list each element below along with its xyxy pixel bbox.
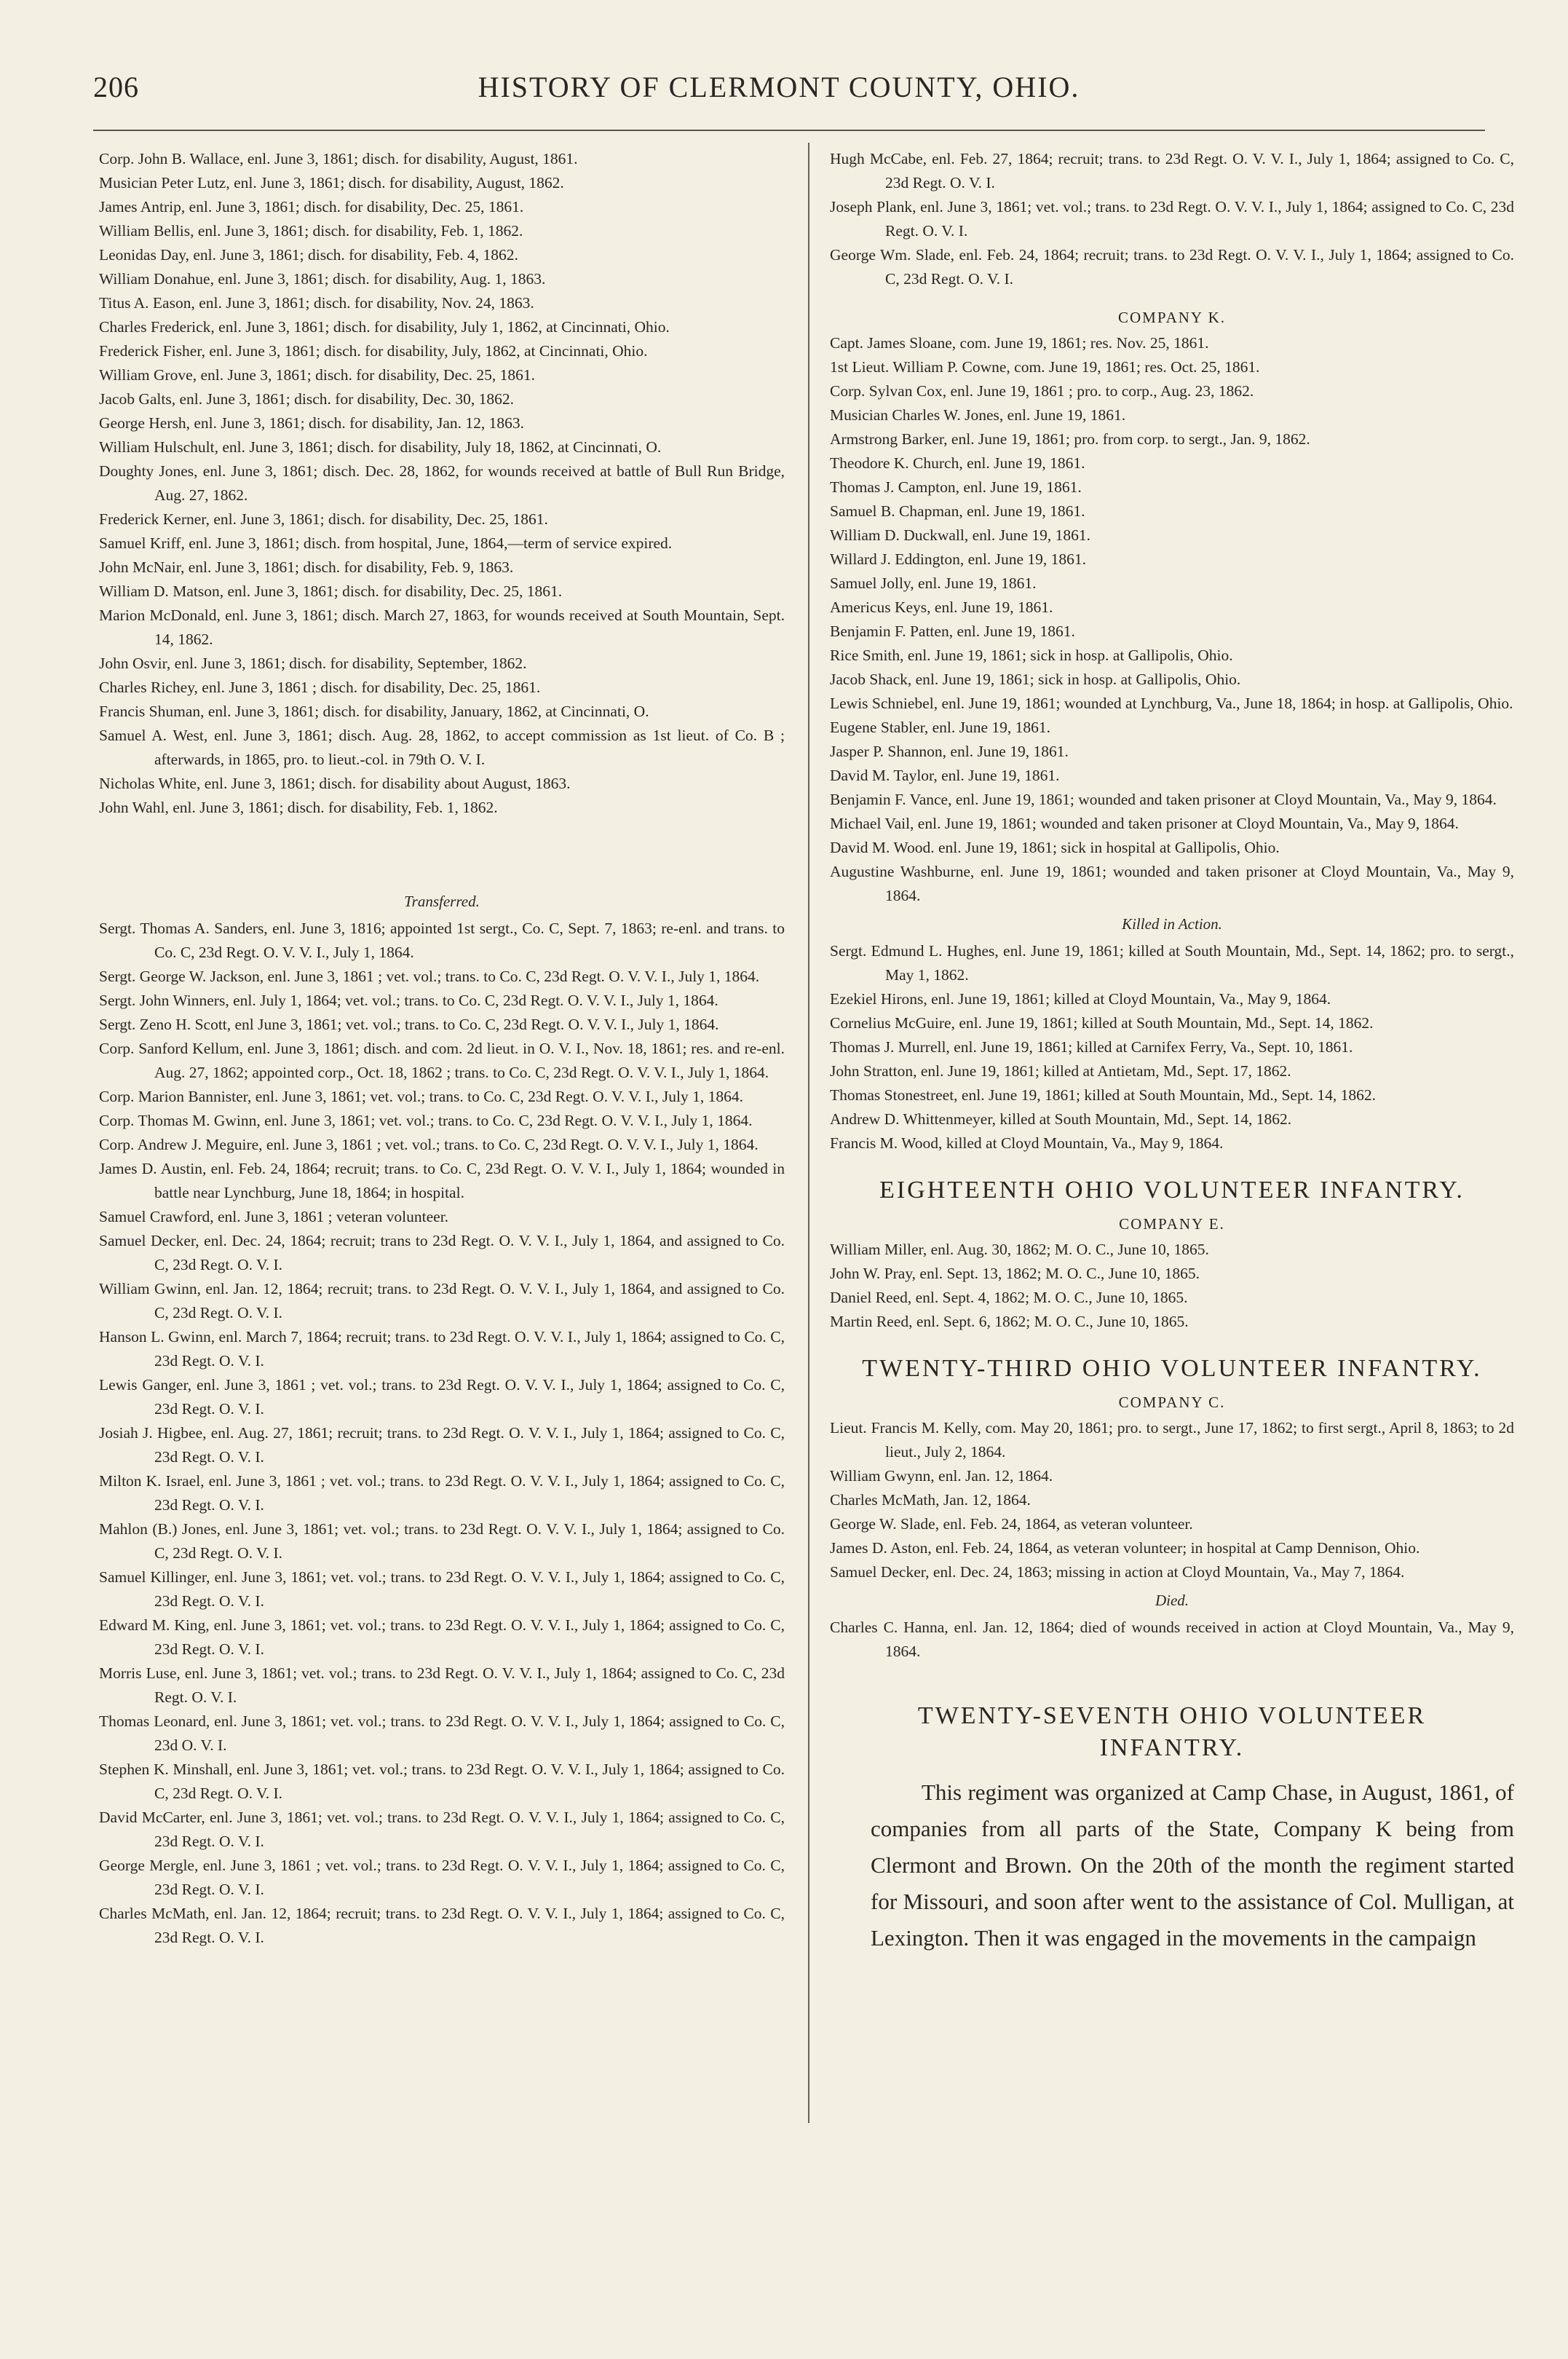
roster-entry: Hugh McCabe, enl. Feb. 27, 1864; recruit; trans. to 23d Regt. O. V. V. I., July 1, 1864; assigned to Co. C, 23d Regt. O. V. I. (830, 150, 1514, 191)
roster-entry: James D. Aston, enl. Feb. 24, 1864, as veteran volunteer; in hospital at Camp Dennison, Ohio. (830, 1539, 1420, 1557)
roster-entry: Samuel Decker, enl. Dec. 24, 1864; recruit; trans to 23d Regt. O. V. V. I., July 1, 1864, and assigned to Co. C, 23d Regt. O. V. I. (99, 1232, 785, 1273)
roster-entry: George Hersh, enl. June 3, 1861; disch. for disability, Jan. 12, 1863. (99, 414, 524, 432)
died-heading: Died. (1155, 1592, 1189, 1609)
roster-entry: Corp. Marion Bannister, enl. June 3, 1861; vet. vol.; trans. to Co. C, 23d Regt. O. V. V. I., July 1, 1864. (99, 1088, 744, 1105)
transferred-heading: Transferred. (404, 893, 480, 910)
roster-entry: Theodore K. Church, enl. June 19, 1861. (830, 454, 1085, 472)
roster-entry: Samuel Killinger, enl. June 3, 1861; vet. vol.; trans. to 23d Regt. O. V. V. I., July 1, 1864; assigned to Co. C, 23d Regt. O. V. I. (99, 1568, 785, 1610)
roster-entry: Corp. Sanford Kellum, enl. June 3, 1861; disch. and com. 2d lieut. in O. V. I., Nov. 18, 1861; res. and re-enl. Aug. 27, 1862; appointed corp., Oct. 18, 1862 ; trans. to Co. C, 23d Regt. O. V. V. I., July 1, 1864. (99, 1040, 785, 1081)
roster-entry: Stephen K. Minshall, enl. June 3, 1861; vet. vol.; trans. to 23d Regt. O. V. V. I., July 1, 1864; assigned to Co. C, 23d Regt. O. V. I. (99, 1761, 785, 1802)
twenty-third-list (830, 1416, 1514, 1584)
roster-entry: Milton K. Israel, enl. June 3, 1861 ; vet. vol.; trans. to 23d Regt. O. V. V. I., July 1, 1864; assigned to Co. C, 23d Regt. O. V. I. (99, 1472, 785, 1514)
eighteenth-regiment-heading: EIGHTEENTH OHIO VOLUNTEER INFANTRY. (879, 1177, 1465, 1204)
roster-entry: Mahlon (B.) Jones, enl. June 3, 1861; vet. vol.; trans. to 23d Regt. O. V. V. I., July 1, 1864; assigned to Co. C, 23d Regt. O. V. I. (99, 1520, 785, 1562)
regiment-history-paragraph: This regiment was organized at Camp Chase, in August, 1861, of companies from all parts of the State, Company K being from Clermont and Brown. On the 20th of the month the regiment started for Missouri, and soon after went to the assistance of Col. Mulligan, at Lexington. Then it was engaged in the movements in the campaign (871, 1779, 1514, 1951)
roster-entry: William D. Matson, enl. June 3, 1861; disch. for disability, Dec. 25, 1861. (99, 582, 563, 600)
right-column (830, 147, 1514, 1956)
roster-entry: Samuel Jolly, enl. June 19, 1861. (830, 574, 1037, 592)
header-rule (93, 130, 1485, 131)
roster-entry: William Grove, enl. June 3, 1861; disch. for disability, Dec. 25, 1861. (99, 366, 536, 384)
column-divider (808, 143, 809, 2123)
died-list (830, 1616, 1514, 1664)
roster-entry: Corp. Sylvan Cox, enl. June 19, 1861 ; pro. to corp., Aug. 23, 1862. (830, 382, 1254, 400)
roster-entry: Capt. James Sloane, com. June 19, 1861; res. Nov. 25, 1861. (830, 334, 1209, 352)
roster-entry: Lewis Ganger, enl. June 3, 1861 ; vet. vol.; trans. to 23d Regt. O. V. V. I., July 1, 1864; assigned to Co. C, 23d Regt. O. V. I. (99, 1376, 785, 1418)
roster-entry: William Hulschult, enl. June 3, 1861; disch. for disability, July 18, 1862, at Cincinnati, O. (99, 438, 662, 456)
roster-entry: Cornelius McGuire, enl. June 19, 1861; killed at South Mountain, Md., Sept. 14, 1862. (830, 1014, 1374, 1032)
roster-entry: George Wm. Slade, enl. Feb. 24, 1864; recruit; trans. to 23d Regt. O. V. V. I., July 1, 1864; assigned to Co. C, 23d Regt. O. V. I. (830, 246, 1514, 288)
roster-entry: Thomas Leonard, enl. June 3, 1861; vet. vol.; trans. to 23d Regt. O. V. V. I., July 1, 1864; assigned to Co. C, 23d O. V. I. (99, 1712, 785, 1754)
roster-entry: Sergt. Zeno H. Scott, enl June 3, 1861; vet. vol.; trans. to Co. C, 23d Regt. O. V. V. I., July 1, 1864. (99, 1016, 719, 1033)
twenty-third-company-heading: COMPANY C. (1118, 1394, 1226, 1411)
roster-entry: Musician Charles W. Jones, enl. June 19, 1861. (830, 406, 1126, 424)
roster-entry: Frederick Fisher, enl. June 3, 1861; disch. for disability, July, 1862, at Cincinnati, Ohio. (99, 342, 648, 360)
eighteenth-list (830, 1238, 1514, 1334)
roster-entry: Francis Shuman, enl. June 3, 1861; disch. for disability, January, 1862, at Cincinnati, O. (99, 703, 649, 720)
twenty-third-regiment-heading: TWENTY-THIRD OHIO VOLUNTEER INFANTRY. (862, 1355, 1482, 1382)
page-number: 206 (93, 71, 139, 103)
continued-list (830, 147, 1514, 291)
roster-entry: Lewis Schniebel, enl. June 19, 1861; wounded at Lynchburg, Va., June 18, 1864; in hosp. at Gallipolis, Ohio. (830, 695, 1513, 712)
roster-entry: Americus Keys, enl. June 19, 1861. (830, 598, 1053, 616)
roster-entry: William Gwinn, enl. Jan. 12, 1864; recruit; trans. to 23d Regt. O. V. V. I., July 1, 1864, and assigned to Co. C, 23d Regt. O. V. I. (99, 1280, 785, 1321)
roster-entry: James Antrip, enl. June 3, 1861; disch. for disability, Dec. 25, 1861. (99, 198, 524, 216)
roster-entry: Samuel Decker, enl. Dec. 24, 1863; missing in action at Cloyd Mountain, Va., May 7, 1864. (830, 1563, 1405, 1581)
roster-entry: Nicholas White, enl. June 3, 1861; disch. for disability about August, 1863. (99, 775, 571, 792)
roster-entry: Doughty Jones, enl. June 3, 1861; disch. Dec. 28, 1862, for wounds received at battle of Bull Run Bridge, Aug. 27, 1862. (99, 462, 785, 504)
roster-entry: William D. Duckwall, enl. June 19, 1861. (830, 526, 1091, 544)
roster-entry: John McNair, enl. June 3, 1861; disch. for disability, Feb. 9, 1863. (99, 558, 514, 576)
killed-list (830, 939, 1514, 1155)
roster-entry: Corp. Thomas M. Gwinn, enl. June 3, 1861; vet. vol.; trans. to Co. C, 23d Regt. O. V. V. I., July 1, 1864. (99, 1112, 753, 1129)
roster-entry: David M. Wood. enl. June 19, 1861; sick in hospital at Gallipolis, Ohio. (830, 839, 1280, 856)
roster-entry: William Donahue, enl. June 3, 1861; disch. for disability, Aug. 1, 1863. (99, 270, 546, 288)
roster-entry: Jacob Shack, enl. June 19, 1861; sick in hosp. at Gallipolis, Ohio. (830, 671, 1241, 688)
roster-entry: Corp. Andrew J. Meguire, enl. June 3, 1861 ; vet. vol.; trans. to Co. C, 23d Regt. O. V. V. I., July 1, 1864. (99, 1136, 759, 1153)
roster-entry: John Stratton, enl. June 19, 1861; killed at Antietam, Md., Sept. 17, 1862. (830, 1062, 1291, 1080)
company-k-list (830, 331, 1514, 908)
roster-entry: Benjamin F. Vance, enl. June 19, 1861; wounded and taken prisoner at Cloyd Mountain, Va., May 9, 1864. (830, 791, 1497, 808)
roster-entry: Samuel B. Chapman, enl. June 19, 1861. (830, 502, 1085, 520)
roster-entry: Rice Smith, enl. June 19, 1861; sick in hosp. at Gallipolis, Ohio. (830, 647, 1233, 664)
roster-entry: Thomas Stonestreet, enl. June 19, 1861; killed at South Mountain, Md., Sept. 14, 1862. (830, 1086, 1377, 1104)
eighteenth-company-heading: COMPANY E. (1119, 1215, 1225, 1233)
roster-entry: Frederick Kerner, enl. June 3, 1861; disch. for disability, Dec. 25, 1861. (99, 510, 548, 528)
roster-entry: Martin Reed, enl. Sept. 6, 1862; M. O. C., June 10, 1865. (830, 1313, 1189, 1330)
roster-entry: Titus A. Eason, enl. June 3, 1861; disch. for disability, Nov. 24, 1863. (99, 294, 534, 312)
roster-entry: Francis M. Wood, killed at Cloyd Mountain, Va., May 9, 1864. (830, 1134, 1224, 1152)
roster-entry: Jasper P. Shannon, enl. June 19, 1861. (830, 743, 1069, 760)
roster-entry: Thomas J. Murrell, enl. June 19, 1861; killed at Carnifex Ferry, Va., Sept. 10, 1861. (830, 1038, 1353, 1056)
roster-entry: Thomas J. Campton, enl. June 19, 1861. (830, 478, 1082, 496)
roster-entry: 1st Lieut. William P. Cowne, com. June 19, 1861; res. Oct. 25, 1861. (830, 358, 1260, 376)
roster-entry: Samuel Kriff, enl. June 3, 1861; disch. from hospital, June, 1864,—term of service expired. (99, 534, 673, 552)
roster-entry: Daniel Reed, enl. Sept. 4, 1862; M. O. C., June 10, 1865. (830, 1289, 1188, 1306)
roster-entry: Edward M. King, enl. June 3, 1861; vet. vol.; trans. to 23d Regt. O. V. V. I., July 1, 1864; assigned to Co. C, 23d Regt. O. V. I. (99, 1616, 785, 1658)
roster-entry: William Gwynn, enl. Jan. 12, 1864. (830, 1467, 1053, 1485)
roster-entry: Armstrong Barker, enl. June 19, 1861; pro. from corp. to sergt., Jan. 9, 1862. (830, 430, 1310, 448)
discharged-list (99, 147, 785, 820)
roster-entry: Lieut. Francis M. Kelly, com. May 20, 1861; pro. to sergt., June 17, 1862; to first sergt., April 8, 1863; to 2d lieut., July 2, 1864. (830, 1419, 1514, 1461)
roster-entry: Willard J. Eddington, enl. June 19, 1861. (830, 550, 1087, 568)
transferred-list (99, 917, 785, 1950)
roster-entry: John W. Pray, enl. Sept. 13, 1862; M. O. C., June 10, 1865. (830, 1265, 1200, 1282)
roster-entry: Josiah J. Higbee, enl. Aug. 27, 1861; recruit; trans. to 23d Regt. O. V. V. I., July 1, 1864; assigned to Co. C, 23d Regt. O. V. I. (99, 1424, 785, 1466)
roster-entry: Ezekiel Hirons, enl. June 19, 1861; killed at Cloyd Mountain, Va., May 9, 1864. (830, 990, 1331, 1008)
roster-entry: William Miller, enl. Aug. 30, 1862; M. O. C., June 10, 1865. (830, 1241, 1209, 1258)
twenty-seventh-regiment-heading: TWENTY-SEVENTH OHIO VOLUNTEER INFANTRY. (917, 1702, 1427, 1761)
roster-entry: Samuel Crawford, enl. June 3, 1861 ; veteran volunteer. (99, 1208, 449, 1225)
roster-entry: George Mergle, enl. June 3, 1861 ; vet. vol.; trans. to 23d Regt. O. V. V. I., July 1, 1864; assigned to Co. C, 23d Regt. O. V. I. (99, 1857, 785, 1898)
roster-entry: Sergt. George W. Jackson, enl. June 3, 1861 ; vet. vol.; trans. to Co. C, 23d Regt. O. V. V. I., July 1, 1864. (99, 968, 760, 985)
roster-entry: Morris Luse, enl. June 3, 1861; vet. vol.; trans. to 23d Regt. O. V. V. I., July 1, 1864; assigned to Co. C, 23d Regt. O. V. I. (99, 1664, 785, 1706)
roster-entry: Charles Frederick, enl. June 3, 1861; disch. for disability, July 1, 1862, at Cincinnati, Ohio. (99, 318, 670, 336)
roster-entry: Andrew D. Whittenmeyer, killed at South Mountain, Md., Sept. 14, 1862. (830, 1110, 1292, 1128)
roster-entry: Charles McMath, enl. Jan. 12, 1864; recruit; trans. to 23d Regt. O. V. V. I., July 1, 1864; assigned to Co. C, 23d Regt. O. V. I. (99, 1905, 785, 1946)
roster-entry: Jacob Galts, enl. June 3, 1861; disch. for disability, Dec. 30, 1862. (99, 390, 515, 408)
roster-entry: Sergt. John Winners, enl. July 1, 1864; vet. vol.; trans. to Co. C, 23d Regt. O. V. V. I., July 1, 1864. (99, 992, 718, 1009)
roster-entry: Charles C. Hanna, enl. Jan. 12, 1864; died of wounds received in action at Cloyd Mountain, Va., May 9, 1864. (830, 1619, 1514, 1660)
roster-entry: Joseph Plank, enl. June 3, 1861; vet. vol.; trans. to 23d Regt. O. V. V. I., July 1, 1864; assigned to Co. C, 23d Regt. O. V. I. (830, 198, 1514, 240)
roster-entry: Sergt. Edmund L. Hughes, enl. June 19, 1861; killed at South Mountain, Md., Sept. 14, 1862; pro. to sergt., May 1, 1862. (830, 942, 1514, 984)
roster-entry: David McCarter, enl. June 3, 1861; vet. vol.; trans. to 23d Regt. O. V. V. I., July 1, 1864; assigned to Co. C, 23d Regt. O. V. I. (99, 1809, 785, 1850)
roster-entry: John Wahl, enl. June 3, 1861; disch. for disability, Feb. 1, 1862. (99, 799, 498, 816)
running-head: HISTORY OF CLERMONT COUNTY, OHIO. (478, 71, 1080, 103)
roster-entry: James D. Austin, enl. Feb. 24, 1864; recruit; trans. to Co. C, 23d Regt. O. V. V. I., July 1, 1864; wounded in battle near Lynchburg, June 18, 1864; in hospital. (99, 1160, 785, 1201)
roster-entry: Marion McDonald, enl. June 3, 1861; disch. March 27, 1863, for wounds received at South Mountain, Sept. 14, 1862. (99, 606, 785, 648)
roster-entry: Eugene Stabler, enl. June 19, 1861. (830, 719, 1051, 736)
roster-entry: Benjamin F. Patten, enl. June 19, 1861. (830, 623, 1075, 640)
killed-heading: Killed in Action. (1122, 915, 1222, 933)
roster-entry: Charles Richey, enl. June 3, 1861 ; disch. for disability, Dec. 25, 1861. (99, 679, 541, 696)
roster-entry: William Bellis, enl. June 3, 1861; disch. for disability, Feb. 1, 1862. (99, 222, 523, 240)
roster-entry: Corp. John B. Wallace, enl. June 3, 1861; disch. for disability, August, 1861. (99, 150, 578, 167)
roster-entry: Michael Vail, enl. June 19, 1861; wounded and taken prisoner at Cloyd Mountain, Va., May 9, 1864. (830, 815, 1459, 832)
roster-entry: John Osvir, enl. June 3, 1861; disch. for disability, September, 1862. (99, 655, 527, 672)
roster-entry: David M. Taylor, enl. June 19, 1861. (830, 767, 1060, 784)
roster-entry: George W. Slade, enl. Feb. 24, 1864, as veteran volunteer. (830, 1515, 1193, 1533)
roster-entry: Augustine Washburne, enl. June 19, 1861; wounded and taken prisoner at Cloyd Mountain, Va., May 9, 1864. (830, 863, 1514, 904)
roster-entry: Leonidas Day, enl. June 3, 1861; disch. for disability, Feb. 4, 1862. (99, 246, 518, 264)
company-k-heading: COMPANY K. (1118, 309, 1226, 326)
roster-entry: Musician Peter Lutz, enl. June 3, 1861; disch. for disability, August, 1862. (99, 174, 564, 191)
roster-entry: Hanson L. Gwinn, enl. March 7, 1864; recruit; trans. to 23d Regt. O. V. V. I., July 1, 1864; assigned to Co. C, 23d Regt. O. V. I. (99, 1328, 785, 1370)
roster-entry: Charles McMath, Jan. 12, 1864. (830, 1491, 1031, 1509)
roster-entry: Samuel A. West, enl. June 3, 1861; disch. Aug. 28, 1862, to accept commission as 1st lieut. of Co. B ; afterwards, in 1865, pro. to lieut.-col. in 79th O. V. I. (99, 727, 785, 768)
left-column (99, 147, 785, 1950)
roster-entry: Sergt. Thomas A. Sanders, enl. June 3, 1816; appointed 1st sergt., Co. C, Sept. 7, 1863; re-enl. and trans. to Co. C, 23d Regt. O. V. V. I., July 1, 1864. (99, 920, 785, 961)
